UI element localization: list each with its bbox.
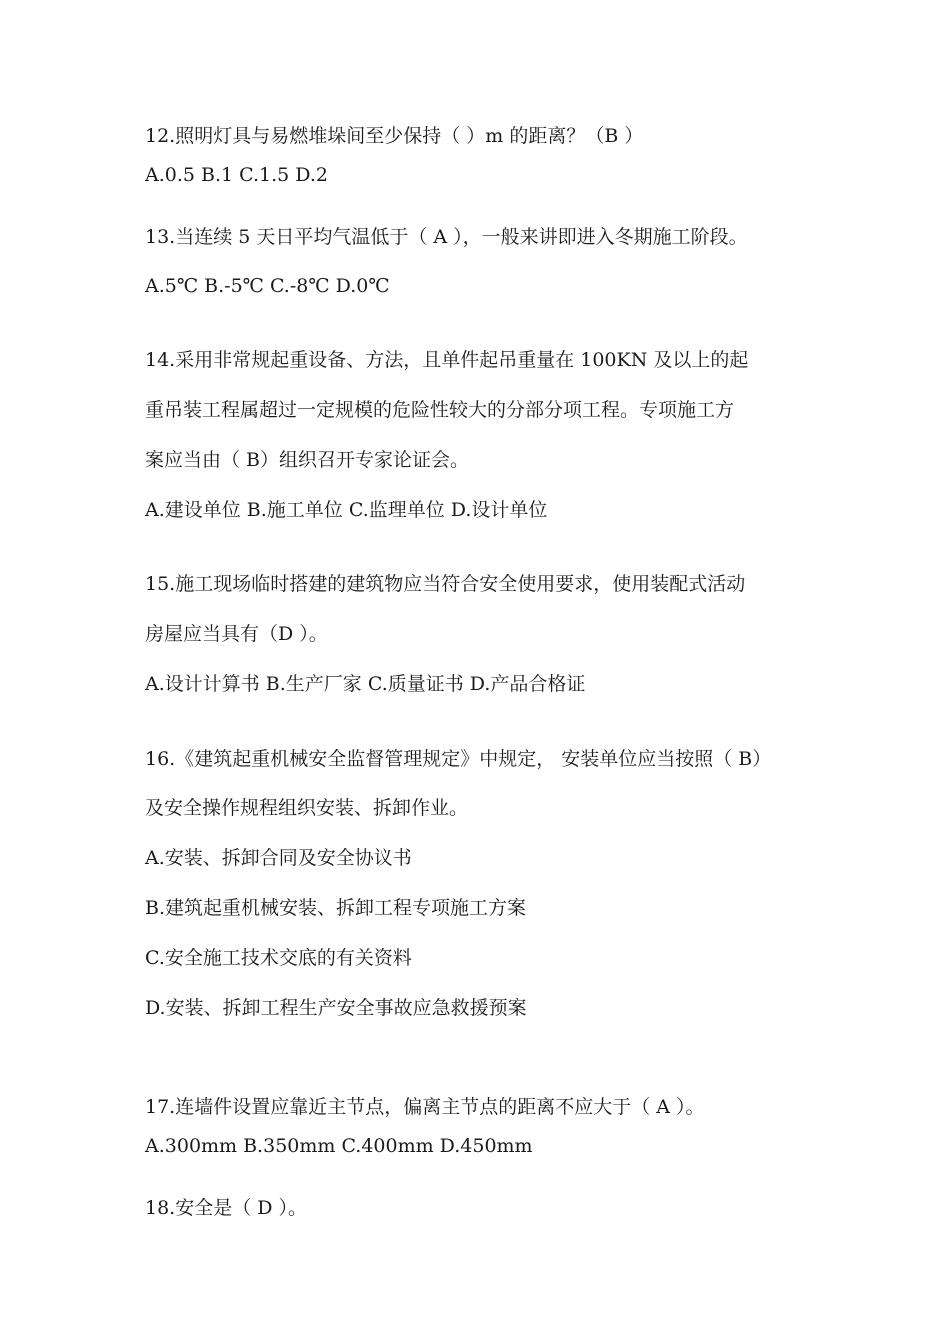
question-16-option-c: C.安全施工技术交底的有关资料: [145, 947, 412, 969]
question-16-text-line-1: 16.《建筑起重机械安全监督管理规定》中规定， 安装单位应当按照（ B）: [145, 748, 772, 770]
question-14-options: A.建设单位 B.施工单位 C.监理单位 D.设计单位: [145, 499, 548, 521]
question-15-options: A.设计计算书 B.生产厂家 C.质量证书 D.产品合格证: [145, 673, 586, 695]
question-16-option-a: A.安装、拆卸合同及安全协议书: [145, 847, 412, 869]
question-14-text-line-2: 重吊装工程属超过一定规模的危险性较大的分部分项工程。专项施工方: [145, 399, 735, 421]
question-12-options: A.0.5 B.1 C.1.5 D.2: [145, 164, 328, 186]
question-15-text-line-1: 15.施工现场临时搭建的建筑物应当符合安全使用要求，使用装配式活动: [145, 573, 746, 595]
question-17-options: A.300mm B.350mm C.400mm D.450mm: [145, 1135, 533, 1157]
question-16-option-d: D.安装、拆卸工程生产安全事故应急救援预案: [145, 997, 527, 1019]
question-17-text: 17.连墙件设置应靠近主节点，偏离主节点的距离不应大于（ A ）。: [145, 1096, 705, 1118]
question-18-text: 18.安全是（ D ）。: [145, 1197, 308, 1219]
question-15-text-line-2: 房屋应当具有（D ）。: [145, 623, 328, 645]
question-13-options: A.5℃ B.-5℃ C.-8℃ D.0℃: [145, 275, 390, 297]
question-16-text-line-2: 及安全操作规程组织安装、拆卸作业。: [145, 797, 469, 819]
question-14-text-line-3: 案应当由（ B）组织召开专家论证会。: [145, 449, 470, 471]
question-12-text: 12.照明灯具与易燃堆垛间至少保持（ ）m 的距离？（B ）: [145, 125, 644, 147]
question-14-text-line-1: 14.采用非常规起重设备、方法，且单件起吊重量在 100KN 及以上的起: [145, 349, 749, 371]
question-16-option-b: B.建筑起重机械安装、拆卸工程专项施工方案: [145, 897, 527, 919]
question-13-text: 13.当连续 5 天日平均气温低于（ A ），一般来讲即进入冬期施工阶段。: [145, 226, 748, 248]
